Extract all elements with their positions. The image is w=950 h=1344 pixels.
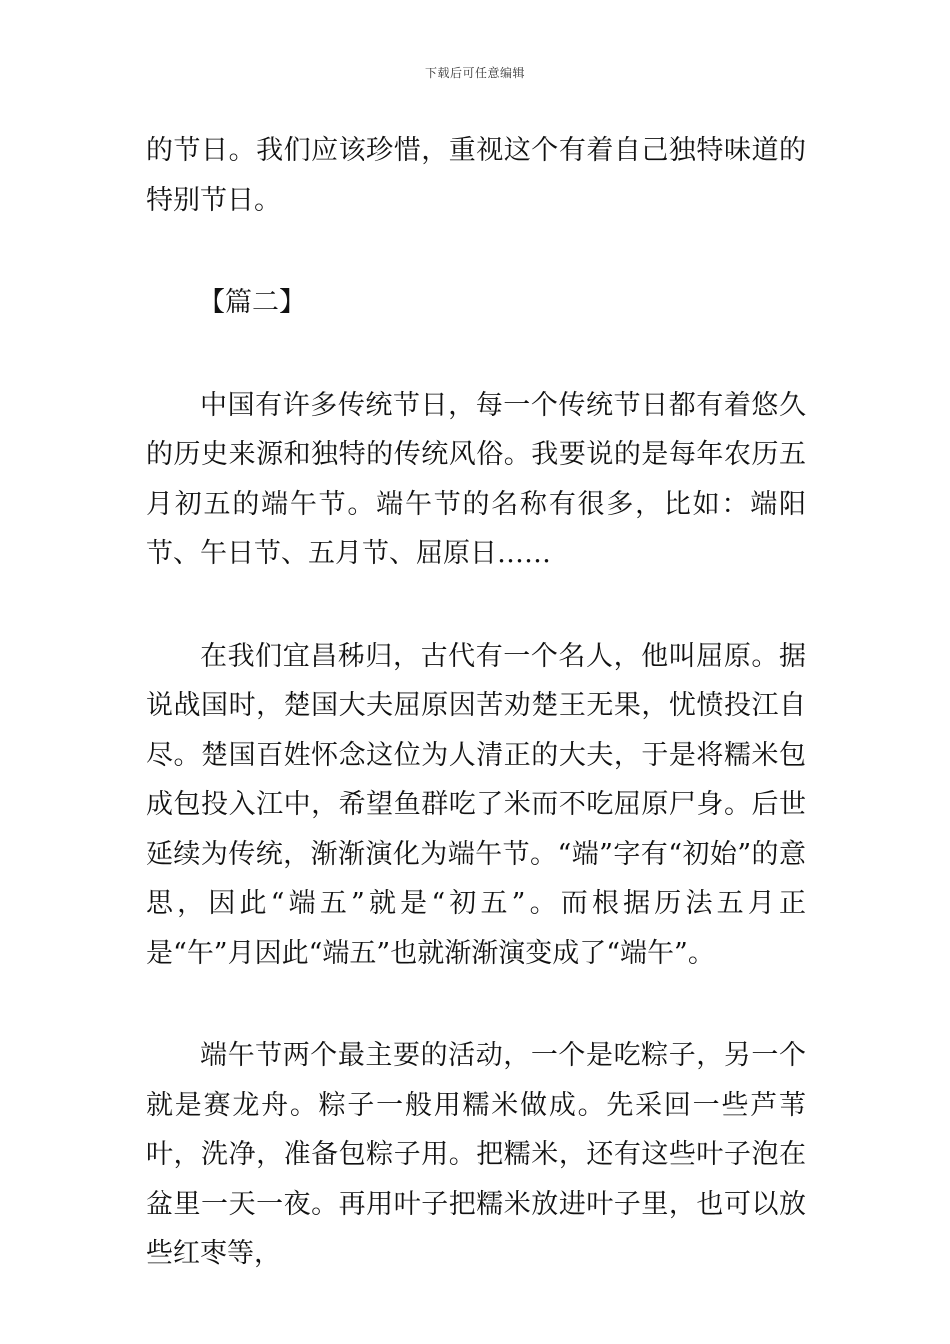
- document-body: [146, 126, 806, 1279]
- section-heading: 【篇二】: [198, 287, 306, 318]
- paragraph-history: 在我们宜昌秭归，古代有一个名人，他叫屈原。据说战国时，楚国大夫屈原因苦劝楚王无果，忧愤投江自尽。楚国百姓怀念这位为人清正的大夫，于是将糯米包成包投入江中，希望鱼群吃了米而不吃屈原尸身。后世延续为传统，渐渐演化为端午节。“端”字有“初始”的意思，因此“端五”就是“初五”。而根据历法五月正是“午”月因此“端五”也就渐渐演变成了“端午”。: [146, 640, 806, 969]
- paragraph-intro: 中国有许多传统节日，每一个传统节日都有着悠久的历史来源和独特的传统风俗。我要说的是每年农历五月初五的端午节。端午节的名称有很多，比如：端阳节、午日节、五月节、屈原日……: [146, 389, 806, 569]
- page-header: 下载后可任意编辑: [424, 66, 525, 80]
- paragraph-activities: 端午节两个最主要的活动，一个是吃粽子，另一个就是赛龙舟。粽子一般用糯米做成。先采回一些芦苇叶，洗净，准备包粽子用。把糯米，还有这些叶子泡在盆里一天一夜。再用叶子把糯米放进叶子里，也可以放些红枣等，: [146, 1040, 806, 1269]
- continuation-paragraph: 的节日。我们应该珍惜，重视这个有着自己独特味道的特别节日。: [146, 135, 806, 216]
